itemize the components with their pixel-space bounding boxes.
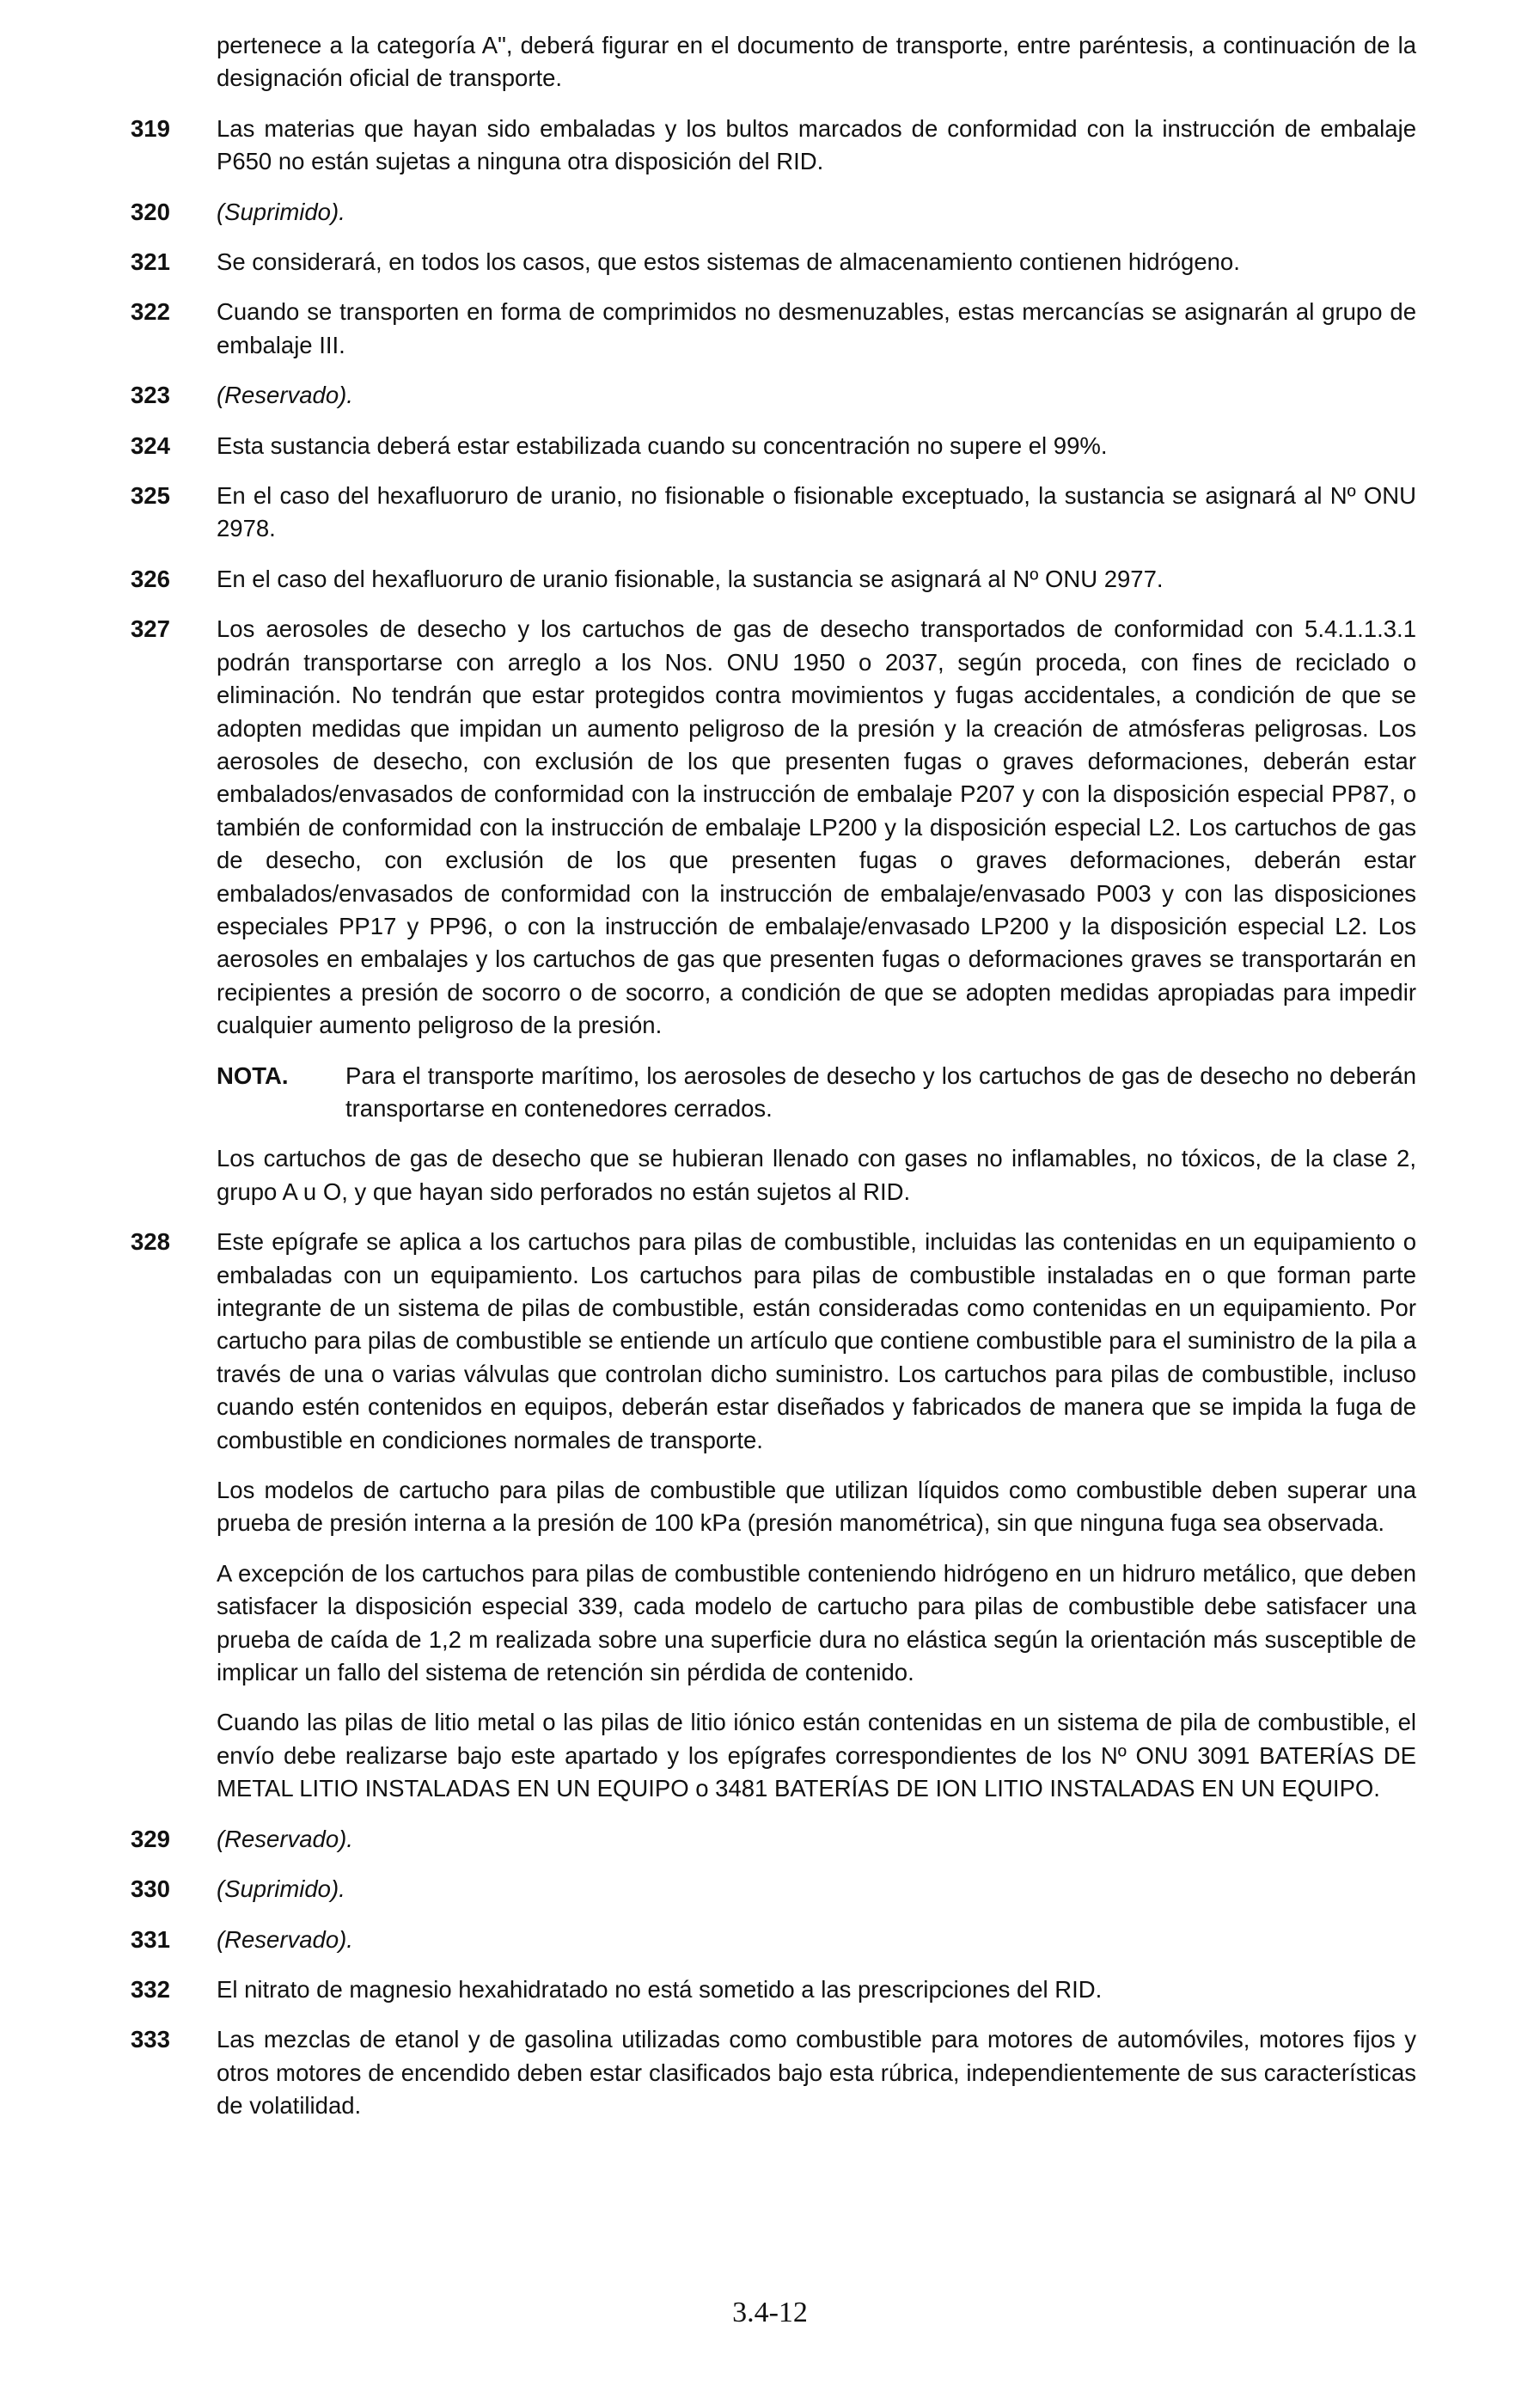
provision-text: En el caso del hexafluoruro de uranio, no fisionable o fisionable exceptuado, la sustancia se asignará al Nº ONU 2978.	[217, 482, 1416, 542]
provision-323	[131, 379, 1416, 412]
provision-list	[131, 113, 1416, 2123]
provision-number: 320	[131, 198, 170, 225]
provision-number: 331	[131, 1925, 170, 1953]
provision-329	[131, 1823, 1416, 1856]
provision-number: 325	[131, 482, 170, 510]
provision-text: A excepción de los cartuchos para pilas de combustible conteniendo hidrógeno en un hidruro metálico, que deben satisfacer la disposición especial 339, cada modelo de cartucho para pilas de combustible debe satisfacer una prueba de caída de 1,2 m realizada sobre una superficie dura no elástica según la orientación más susceptible de implicar un fallo del sistema de retención sin pérdida de contenido.	[217, 1559, 1416, 1686]
provision-text: (Suprimido).	[217, 1875, 345, 1903]
provision-321	[131, 246, 1416, 278]
provision-text: Cuando se transporten en forma de comprimidos no desmenuzables, estas mercancías se asignarán al grupo de embalaje III.	[217, 298, 1416, 358]
provision-number: 326	[131, 565, 170, 592]
provision-322	[131, 296, 1416, 362]
provision-number: 330	[131, 1875, 170, 1903]
provision-text: Cuando las pilas de litio metal o las pilas de litio iónico están contenidas en un sistema de pila de combustible, el envío debe realizarse bajo este apartado y los epígrafes correspondientes de los Nº ONU 3091 BATERÍAS DE METAL LITIO INSTALADAS EN UN EQUIPO o 3481 BATERÍAS DE ION LITIO INSTALADAS EN UN EQUIPO.	[217, 1709, 1416, 1802]
provision-327	[131, 613, 1416, 1208]
provision-number: 327	[131, 615, 170, 643]
provision-320	[131, 196, 1416, 229]
provision-number: 319	[131, 114, 170, 142]
provision-text: Se considerará, en todos los casos, que estos sistemas de almacenamiento contienen hidrógeno.	[217, 248, 1240, 276]
provision-number: 329	[131, 1825, 170, 1852]
provision-number: 322	[131, 298, 170, 326]
provision-text: (Reservado).	[217, 1825, 353, 1852]
intro-text: pertenece a la categoría A", deberá figurar en el documento de transporte, entre paréntesis, a continuación de la designación oficial de transporte.	[217, 32, 1416, 92]
provision-325	[131, 480, 1416, 546]
provision-number: 328	[131, 1228, 170, 1256]
provision-text: (Reservado).	[217, 1925, 353, 1953]
provision-text: (Reservado).	[217, 382, 353, 409]
provision-number: 333	[131, 2026, 170, 2053]
continued-paragraph	[131, 29, 1416, 95]
provision-text: Las materias que hayan sido embaladas y los bultos marcados de conformidad con la instrucción de embalaje P650 no están sujetas a ninguna otra disposición del RID.	[217, 114, 1416, 175]
page-number: 3.4-12	[732, 2297, 808, 2328]
note-text: Para el transporte marítimo, los aerosoles de desecho y los cartuchos de gas de desecho no deberán transportarse en contenedores cerrados.	[345, 1061, 1416, 1122]
provision-328	[131, 1226, 1416, 1806]
provision-text: Los modelos de cartucho para pilas de combustible que utilizan líquidos como combustible deben superar una prueba de presión interna a la presión de 100 kPa (presión manométrica), sin que ninguna fuga sea observada.	[217, 1477, 1416, 1537]
provision-333	[131, 2023, 1416, 2122]
special-provisions-content	[131, 29, 1416, 2140]
provision-332	[131, 1973, 1416, 2006]
provision-text: Los cartuchos de gas de desecho que se hubieran llenado con gases no inflamables, no tóxicos, de la clase 2, grupo A u O, y que hayan sido perforados no están sujetos al RID.	[217, 1145, 1416, 1205]
provision-text: Las mezclas de etanol y de gasolina utilizadas como combustible para motores de automóviles, motores fijos y otros motores de encendido deben estar clasificados bajo esta rúbrica, independientemente de sus características de volatilidad.	[217, 2026, 1416, 2120]
provision-326	[131, 563, 1416, 596]
provision-330	[131, 1873, 1416, 1906]
provision-text: El nitrato de magnesio hexahidratado no está sometido a las prescripciones del RID.	[217, 1975, 1103, 2003]
provision-text: Los aerosoles de desecho y los cartuchos de gas de desecho transportados de conformidad con 5.4.1.1.3.1 podrán transportarse con arreglo a los Nos. ONU 1950 o 2037, según proceda, con fines de reciclado o eliminación. No tendrán que estar protegidos contra movimientos y fugas accidentales, a condición de que se adopten medidas que impidan un aumento peligroso de la presión y la creación de atmósferas peligrosas. Los aerosoles de desecho, con exclusión de los que presenten fugas o graves deformaciones, deberán estar embalados/envasados de conformidad con la instrucción de embalaje P207 y con la disposición especial PP87, o también de conformidad con la instrucción de embalaje LP200 y la disposición especial L2. Los cartuchos de gas de desecho, con exclusión de los que presenten fugas o graves deformaciones, deberán estar embalados/envasados de conformidad con la instrucción de embalaje/envasado P003 y con las disposiciones especiales PP17 y PP96, o con la instrucción de embalaje/envasado LP200 y la disposición especial L2. Los aerosoles en embalajes y los cartuchos de gas que presenten fugas o deformaciones graves se transportarán en recipientes a presión de socorro o de socorro, a condición de que se adopten medidas apropiadas para impedir cualquier aumento peligroso de la presión.	[217, 615, 1416, 1039]
provision-331	[131, 1924, 1416, 1956]
provision-number: 321	[131, 248, 170, 276]
provision-319	[131, 113, 1416, 179]
provision-text: (Suprimido).	[217, 198, 345, 225]
note-label: NOTA.	[217, 1061, 289, 1089]
provision-number: 323	[131, 382, 170, 409]
provision-324	[131, 430, 1416, 462]
provision-text: Este epígrafe se aplica a los cartuchos para pilas de combustible, incluidas las contenidas en un equipamiento o embaladas con un equipamiento. Los cartuchos para pilas de combustible instaladas en o que forman parte integrante de un sistema de pilas de combustible, están consideradas como contenidas en un equipamiento. Por cartucho para pilas de combustible se entiende un artículo que contiene combustible para el suministro de la pila a través de una o varias válvulas que controlan dicho suministro. Los cartuchos para pilas de combustible, incluso cuando estén contenidos en equipos, deberán estar diseñados y fabricados de manera que se impida la fuga de combustible en condiciones normales de transporte.	[217, 1228, 1416, 1453]
note	[217, 1060, 1416, 1126]
provision-number: 332	[131, 1975, 170, 2003]
provision-text: Esta sustancia deberá estar estabilizada cuando su concentración no supere el 99%.	[217, 431, 1108, 459]
provision-text: En el caso del hexafluoruro de uranio fisionable, la sustancia se asignará al Nº ONU 2977.	[217, 565, 1164, 592]
provision-number: 324	[131, 431, 170, 459]
